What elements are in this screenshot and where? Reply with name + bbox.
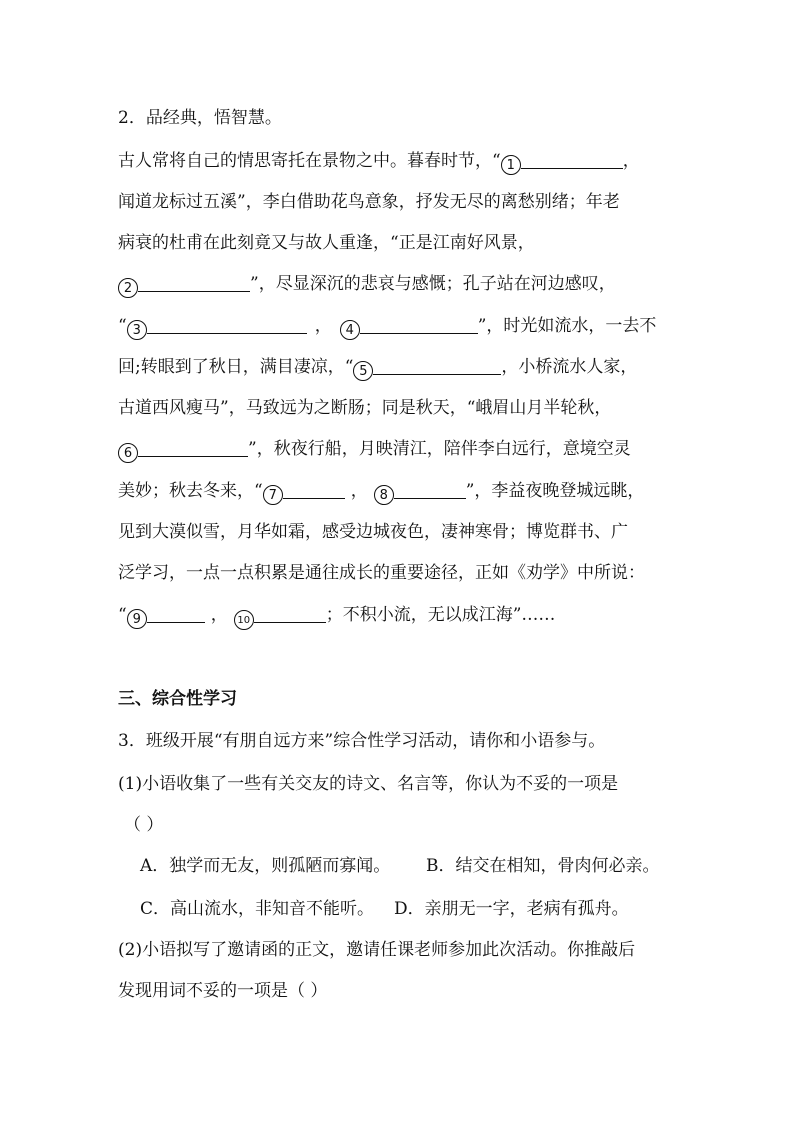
blank-number: 6 — [118, 443, 138, 463]
blank-number: 8 — [374, 485, 394, 505]
passage-line-10: 见到大漠似雪，月华如霜，感受边城夜色，凄神寒骨；博览群书、广 — [118, 522, 628, 542]
passage-line-1 — [118, 149, 640, 175]
question-3-stem: 3．班级开展“有朋自远方来”综合性学习活动，请你和小语参与。 — [118, 731, 606, 751]
passage-line-3: 病衰的杜甫在此刻竟又与故人重逢，“正是江南好风景， — [118, 233, 535, 253]
blank-6[interactable] — [138, 438, 248, 457]
blank-number: 4 — [340, 320, 360, 340]
blank-number: 10 — [234, 610, 254, 630]
option-b[interactable]: B．结交在相知，骨肉何必亲。 — [426, 856, 660, 876]
text-segment: 古人常将自己的情思寄托在景物之中。暮春时节，“ — [118, 151, 501, 171]
question-3-1-answer-bracket: （ ） — [124, 815, 164, 835]
question-3-2-stem-cont: 发现用词不妥的一项是（ ） — [118, 981, 328, 1001]
text-segment: ， — [622, 151, 640, 171]
text-segment: ，小桥流水人家， — [501, 357, 638, 377]
passage-line-9 — [118, 479, 644, 505]
blank-4[interactable] — [360, 315, 478, 334]
section-3-title: 三、综合性学习 — [118, 689, 237, 709]
blank-8[interactable] — [394, 480, 466, 499]
passage-line-6 — [118, 355, 637, 381]
text-segment: 回;转眼到了秋日，满目凄凉，“ — [118, 357, 354, 377]
blank-number: 7 — [263, 485, 283, 505]
text-segment: ， — [314, 316, 332, 336]
blank-number: 3 — [127, 320, 147, 340]
passage-line-11: 泛学习，一点一点积累是通往成长的重要途径，正如《劝学》中所说： — [118, 563, 645, 583]
blank-2[interactable] — [138, 273, 250, 292]
text-segment: ”，时光如流水，一去不 — [477, 316, 657, 336]
text-segment: ”，李益夜晚登城远眺， — [465, 481, 645, 501]
text-segment: ”，秋夜行船，月映清江，陪伴李白远行，意境空灵 — [248, 439, 631, 459]
passage-line-12 — [118, 603, 555, 630]
question-3-2-stem: (2)小语拟写了邀请函的正文，邀请任课老师参加此次活动。你推敲后 — [118, 940, 636, 960]
option-d[interactable]: D．亲朋无一字，老病有孤舟。 — [394, 899, 629, 919]
text-segment: 美妙；秋去冬来，“ — [118, 481, 263, 501]
blank-10[interactable] — [254, 604, 326, 623]
question-2-heading: 2．品经典，悟智慧。 — [118, 108, 282, 128]
blank-3[interactable] — [147, 315, 307, 334]
passage-line-4 — [118, 272, 616, 298]
text-segment: ”，尽显深沉的悲哀与感慨；孔子站在河边感叹， — [250, 274, 616, 294]
option-a[interactable]: A．独学而无友，则孤陋而寡闻。 — [140, 856, 391, 876]
text-segment: “ — [118, 605, 127, 625]
text-segment: ；不积小流，无以成江海”…… — [325, 605, 556, 625]
blank-5[interactable] — [373, 356, 501, 375]
blank-number: 9 — [127, 609, 147, 629]
blank-number: 5 — [353, 361, 373, 381]
blank-1[interactable] — [521, 150, 623, 169]
text-segment: ， — [350, 481, 368, 501]
text-segment: ， — [210, 605, 228, 625]
blank-9[interactable] — [147, 604, 205, 623]
blank-7[interactable] — [283, 480, 345, 499]
option-c[interactable]: C．高山流水，非知音不能听。 — [140, 899, 375, 919]
blank-number: 1 — [501, 155, 521, 175]
passage-line-5 — [118, 314, 656, 340]
passage-line-8 — [118, 437, 631, 463]
blank-number: 2 — [118, 278, 138, 298]
text-segment: “ — [118, 316, 127, 336]
passage-line-2: 闻道龙标过五溪”，李白借助花鸟意象，抒发无尽的离愁别绪；年老 — [118, 192, 620, 212]
question-3-1-stem: (1)小语收集了一些有关交友的诗文、名言等，你认为不妥的一项是 — [118, 774, 619, 794]
passage-line-7: 古道西风瘦马”，马致远为之断肠；同是秋天，“峨眉山月半轮秋， — [118, 398, 612, 418]
